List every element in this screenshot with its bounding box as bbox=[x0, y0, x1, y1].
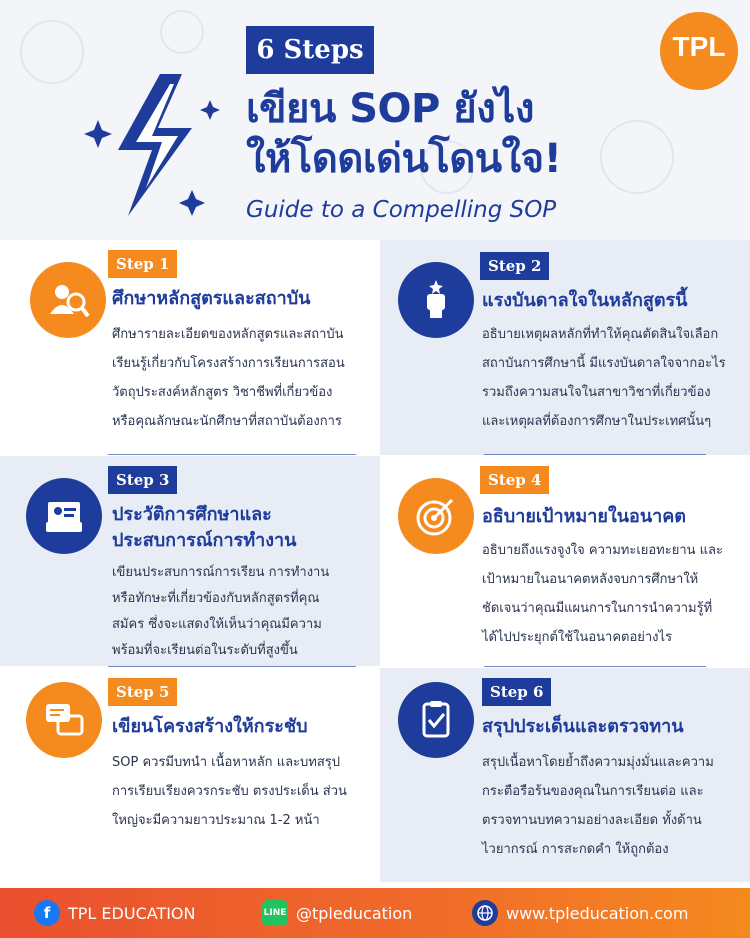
chat-document-icon bbox=[26, 682, 102, 758]
step-card-5 bbox=[0, 668, 380, 882]
hero-banner bbox=[0, 0, 750, 240]
line-link[interactable] bbox=[262, 888, 412, 938]
step-description bbox=[112, 748, 380, 835]
step-description bbox=[482, 748, 746, 864]
subtitle: Guide to a Compelling SOP bbox=[246, 197, 557, 223]
step-tag: Step 2 bbox=[480, 252, 549, 280]
website-link[interactable] bbox=[472, 888, 688, 938]
step-tag: Step 1 bbox=[108, 250, 177, 278]
facebook-label: TPL EDUCATION bbox=[68, 903, 196, 923]
text-line: เรียนรู้เกี่ยวกับโครงสร้างการเรียนการสอน bbox=[112, 356, 345, 371]
divider bbox=[108, 454, 356, 455]
step-title bbox=[112, 502, 380, 554]
divider bbox=[108, 666, 356, 667]
step-title: ศึกษาหลักสูตรและสถาบัน bbox=[112, 288, 311, 309]
text-line: ตรวจทานบทความอย่างละเอียด ทั้งด้าน bbox=[482, 813, 702, 828]
divider bbox=[484, 666, 706, 667]
lightning-bolt-icon bbox=[82, 70, 222, 220]
text-line: วัตถุประสงค์หลักสูตร วิชาชีพที่เกี่ยวข้อง bbox=[112, 385, 333, 400]
facebook-icon: f bbox=[34, 900, 60, 926]
steps-badge: 6 Steps bbox=[246, 26, 374, 74]
target-icon bbox=[398, 478, 474, 554]
facebook-link[interactable] bbox=[34, 888, 196, 938]
background-doodle bbox=[600, 120, 674, 194]
title-line: ประสบการณ์การทำงาน bbox=[112, 530, 297, 551]
text-line: อธิบายเหตุผลหลักที่ทำให้คุณตัดสินใจเลือก bbox=[482, 327, 719, 342]
background-doodle bbox=[160, 10, 204, 54]
title-line-1: เขียน SOP ยังไง bbox=[246, 86, 534, 132]
search-person-icon bbox=[30, 262, 106, 338]
step-tag: Step 5 bbox=[108, 678, 177, 706]
text-line: ศึกษารายละเอียดของหลักสูตรและสถาบัน bbox=[112, 327, 344, 342]
clipboard-check-icon bbox=[398, 682, 474, 758]
text-line: ใหญ่จะมีความยาวประมาณ 1-2 หน้า bbox=[112, 813, 320, 828]
text-line: สมัคร ซึ่งจะแสดงให้เห็นว่าคุณมีความ bbox=[112, 617, 322, 632]
text-line: และเหตุผลที่ต้องการศึกษาในประเทศนั้นๆ bbox=[482, 414, 712, 429]
title-line-2: ให้โดดเด่นโดนใจ! bbox=[246, 136, 562, 182]
step-card-2 bbox=[380, 240, 750, 455]
tpl-logo bbox=[660, 12, 738, 90]
title-line: ประวัติการศึกษาและ bbox=[112, 504, 272, 525]
step-title: อธิบายเป้าหมายในอนาคต bbox=[482, 506, 686, 527]
page-title bbox=[246, 84, 561, 184]
logo-text: TPL bbox=[672, 31, 726, 62]
raised-fist-icon bbox=[398, 262, 474, 338]
text-line: เขียนประสบการณ์การเรียน การทำงาน bbox=[112, 565, 330, 580]
step-card-6 bbox=[380, 668, 750, 882]
step-description bbox=[482, 320, 746, 436]
text-line: ชัดเจนว่าคุณมีแผนการในการนำความรู้ที่ bbox=[482, 601, 713, 616]
website-label: www.tpleducation.com bbox=[506, 903, 689, 923]
text-line: รวมถึงความสนใจในสาขาวิชาที่เกี่ยวข้อง bbox=[482, 385, 711, 400]
line-app-icon: LINE bbox=[262, 900, 288, 926]
step-card-4 bbox=[380, 456, 750, 666]
text-line: สถาบันการศึกษานี้ มีแรงบันดาลใจจากอะไร bbox=[482, 356, 726, 371]
background-doodle bbox=[20, 20, 84, 84]
step-tag: Step 4 bbox=[480, 466, 549, 494]
text-line: หรือทักษะที่เกี่ยวข้องกับหลักสูตรที่คุณ bbox=[112, 591, 320, 606]
line-label: @tpleducation bbox=[296, 903, 413, 923]
globe-icon bbox=[472, 900, 498, 926]
step-tag: Step 3 bbox=[108, 466, 177, 494]
step-card-3 bbox=[0, 456, 380, 666]
step-card-1 bbox=[0, 240, 380, 455]
footer bbox=[0, 888, 750, 938]
step-title: แรงบันดาลใจในหลักสูตรนี้ bbox=[482, 290, 688, 311]
step-description bbox=[112, 560, 380, 664]
step-title: เขียนโครงสร้างให้กระชับ bbox=[112, 716, 308, 737]
text-line: พร้อมที่จะเรียนต่อในระดับที่สูงขึ้น bbox=[112, 643, 298, 658]
text-line: SOP ควรมีบทนำ เนื้อหาหลัก และบทสรุป bbox=[112, 755, 341, 770]
folder-profile-icon bbox=[26, 478, 102, 554]
step-tag: Step 6 bbox=[482, 678, 551, 706]
text-line: หรือคุณลักษณะนักศึกษาที่สถาบันต้องการ bbox=[112, 414, 342, 429]
text-line: การเรียบเรียงควรกระชับ ตรงประเด็น ส่วน bbox=[112, 784, 347, 799]
divider bbox=[484, 454, 706, 455]
text-line: สรุปเนื้อหาโดยย้ำถึงความมุ่งมั่นและความ bbox=[482, 755, 714, 770]
text-line: อธิบายถึงแรงจูงใจ ความทะเยอทะยาน และ bbox=[482, 543, 724, 558]
text-line: เป้าหมายในอนาคตหลังจบการศึกษาให้ bbox=[482, 572, 699, 587]
step-description bbox=[482, 536, 746, 652]
text-line: ไวยากรณ์ การสะกดคำ ให้ถูกต้อง bbox=[482, 842, 669, 857]
step-description bbox=[112, 320, 380, 436]
text-line: กระตือรือร้นของคุณในการเรียนต่อ และ bbox=[482, 784, 704, 799]
step-title: สรุปประเด็นและตรวจทาน bbox=[482, 716, 684, 737]
text-line: ได้ไปประยุกต์ใช้ในอนาคตอย่างไร bbox=[482, 630, 673, 645]
